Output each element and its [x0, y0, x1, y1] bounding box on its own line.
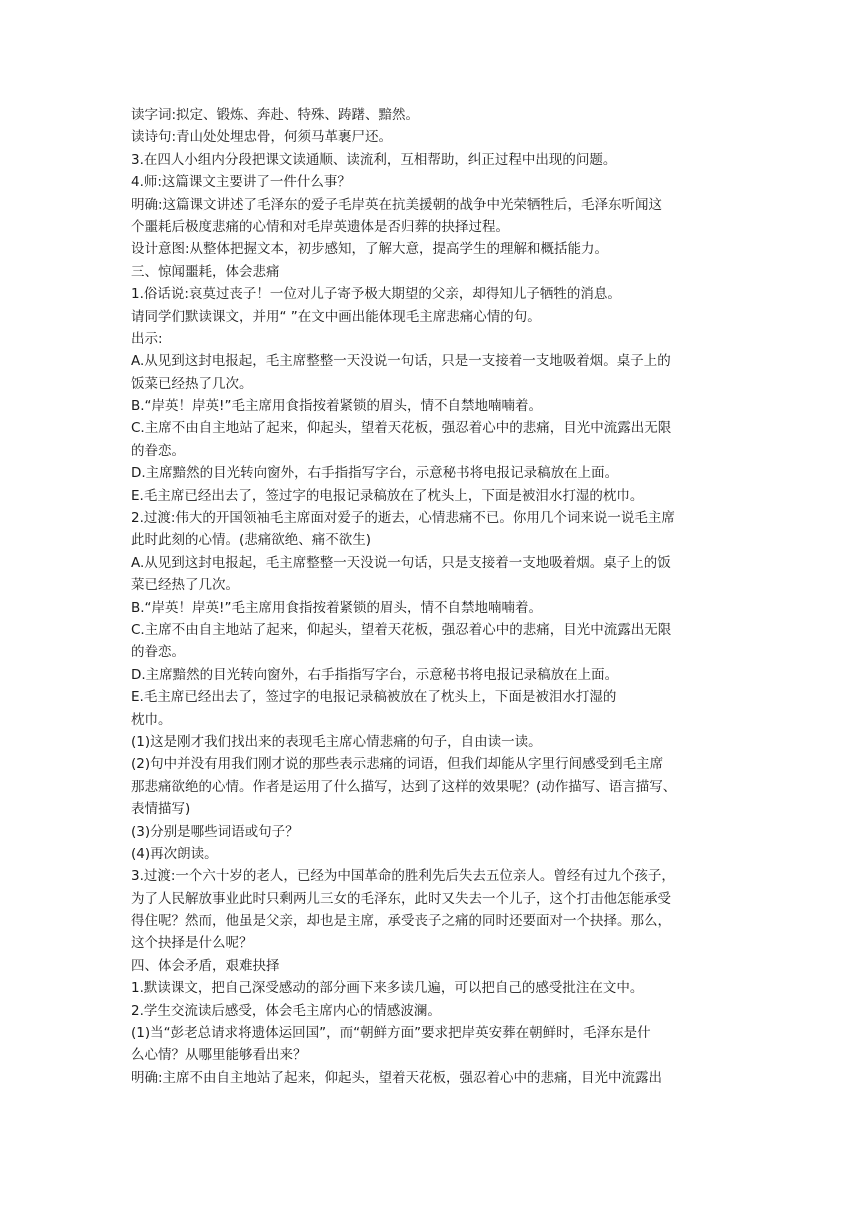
text-line-35: 3.过渡:一个六十岁的老人，已经为中国革命的胜利先后失去五位亲人。曾经有过九个孩子， [131, 868, 675, 885]
text-line-1: 读字词:拟定、锻炼、奔赴、特殊、踌躇、黯然。 [131, 107, 420, 123]
text-line-28: 枕巾。 [131, 711, 172, 728]
text-line-12: A.从见到这封电报起，毛主席整整一天没说一句话，只是一支接着一支地吸着烟。桌子上的 [131, 353, 671, 370]
text-line-11: 出示: [131, 330, 163, 347]
section-heading-3: 三、惊闻噩耗，体会悲痛 [131, 263, 280, 280]
text-line-10: 请同学们默读课文，并用“ ”在文中画出能体现毛主席悲痛心情的句。 [131, 308, 541, 325]
text-line-2: 读诗句:青山处处埋忠骨，何须马革裹尸还。 [131, 129, 393, 146]
section-heading-4: 四、体会矛盾，艰难抉择 [131, 957, 280, 974]
text-line-25: 的眷恋。 [131, 644, 185, 661]
text-line-20: 此时此刻的心情。(悲痛欲绝、痛不欲生) [131, 532, 372, 549]
text-line-15: C.主席不由自主地站了起来，仰起头，望着天花板，强忍着心中的悲痛，目光中流露出无限 [131, 420, 672, 437]
text-line-37: 得住呢？然而，他虽是父亲，却也是主席，承受丧子之痛的同时还要面对一个抉择。那么， [131, 913, 671, 930]
document-page [131, 104, 735, 1089]
text-line-6: 个噩耗后极度悲痛的心情和对毛岸英遗体是否归葬的抉择过程。 [131, 218, 509, 235]
text-line-41: 2.学生交流读后感受，体会毛主席内心的情感波澜。 [131, 1002, 441, 1019]
text-line-31: 那悲痛欲绝的心情。作者是运用了什么描写，达到了这样的效果呢？(动作描写、语言描写、 [131, 778, 677, 795]
text-line-30: (2)句中并没有用我们刚才说的那些表示悲痛的词语，但我们却能从字里行间感受到毛主席 [131, 756, 664, 773]
text-line-22: 菜已经热了几次。 [131, 577, 239, 594]
text-line-13: 饭菜已经热了几次。 [131, 375, 253, 392]
text-line-40: 1.默读课文，把自己深受感动的部分画下来多读几遍，可以把自己的感受批注在文中。 [131, 980, 644, 997]
text-line-32: 表情描写) [131, 801, 191, 818]
text-line-34: (4)再次朗读。 [131, 845, 218, 862]
text-line-14: B.“岸英！岸英!”毛主席用食指按着紧锁的眉头，情不自禁地喃喃着。 [131, 398, 542, 415]
text-line-4: 4.师:这篇课文主要讲了一件什么事？ [131, 174, 351, 191]
text-line-24: C.主席不由自主地站了起来，仰起头，望着天花板，强忍着心中的悲痛，目光中流露出无限 [131, 621, 672, 638]
text-line-21: A.从见到这封电报起，毛主席整整一天没说一句话，只是支接着一支地吸着烟。桌子上的饭 [131, 554, 671, 571]
text-line-36: 为了人民解放事业此时只剩两儿三女的毛泽东，此时又失去一个儿子，这个打击他怎能承受 [131, 890, 671, 907]
text-line-42: (1)当“彭老总请求将遗体运回国”，而“朝鲜方面”要求把岸英安葬在朝鲜时，毛泽东是什 [131, 1025, 651, 1042]
text-line-27: E.毛主席已经出去了，签过字的电报记录稿被放在了枕头上，下面是被泪水打湿的 [131, 689, 617, 706]
text-line-19: 2.过渡:伟大的开国领袖毛主席面对爱子的逝去，心情悲痛不已。你用几个词来说一说毛主席 [131, 510, 675, 527]
text-line-7: 设计意图:从整体把握文本，初步感知，了解大意，提高学生的理解和概括能力。 [131, 241, 609, 258]
text-line-17: D.主席黯然的目光转向窗外，右手指指写字台，示意秘书将电报记录稿放在上面。 [131, 465, 619, 482]
text-line-33: (3)分别是哪些词语或句子？ [131, 823, 299, 840]
text-line-38: 这个抉择是什么呢？ [131, 935, 253, 952]
text-line-44: 明确:主席不由自主地站了起来，仰起头，望着天花板，强忍着心中的悲痛，目光中流露出 [131, 1069, 663, 1086]
text-line-26: D.主席黯然的目光转向窗外，右手指指写字台，示意秘书将电报记录稿放在上面。 [131, 666, 619, 683]
text-line-9: 1.俗话说:哀莫过丧子！一位对儿子寄予极大期望的父亲，却得知儿子牺牲的消息。 [131, 286, 621, 303]
text-line-16: 的眷恋。 [131, 442, 185, 459]
text-line-5: 明确:这篇课文讲述了毛泽东的爱子毛岸英在抗美援朝的战争中光荣牺牲后，毛泽东听闻这 [131, 196, 663, 213]
text-line-23: B.“岸英！岸英!”毛主席用食指按着紧锁的眉头，情不自禁地喃喃着。 [131, 599, 542, 616]
text-line-43: 么心情？从哪里能够看出来？ [131, 1047, 307, 1064]
text-line-3: 3.在四人小组内分段把课文读通顺、读流利，互相帮助，纠正过程中出现的问题。 [131, 151, 617, 168]
text-line-18: E.毛主席已经出去了，签过字的电报记录稿放在了枕头上，下面是被泪水打湿的枕巾。 [131, 487, 644, 504]
text-line-29: (1)这是刚才我们找出来的表现毛主席心情悲痛的句子，自由读一读。 [131, 733, 542, 750]
